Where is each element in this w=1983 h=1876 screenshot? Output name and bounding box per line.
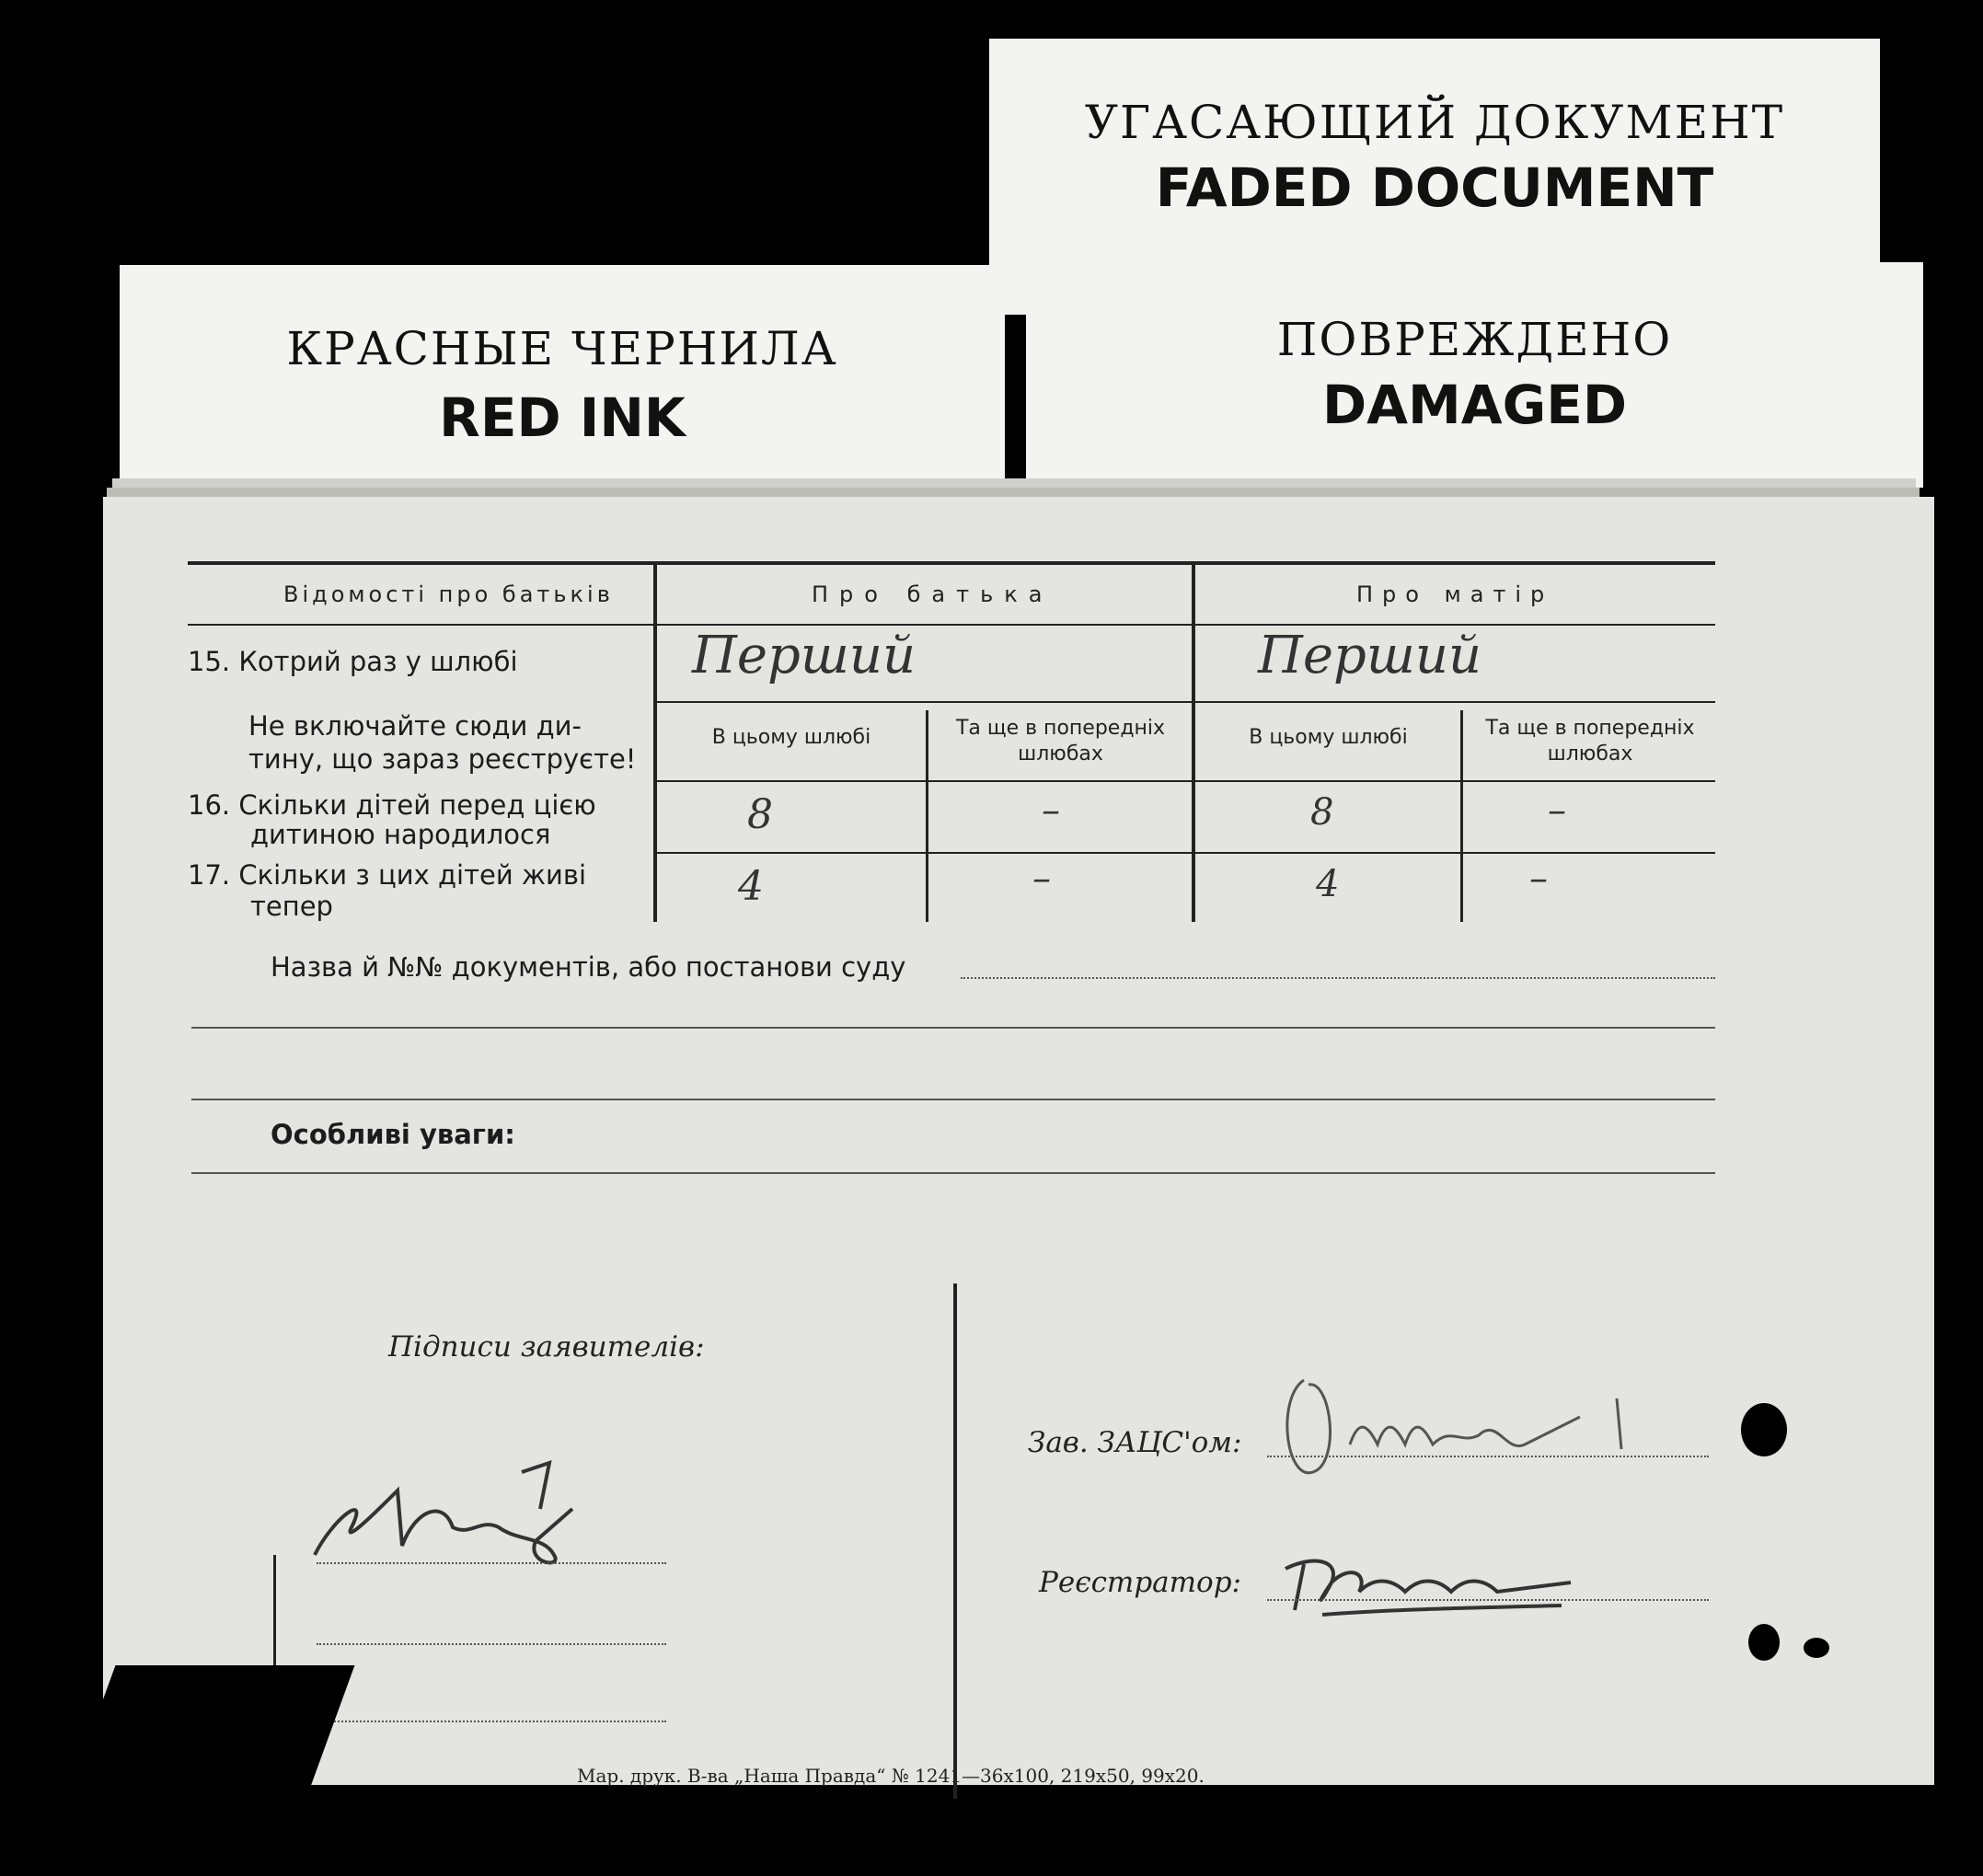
row-16-father-previous: –: [1042, 789, 1060, 832]
row-16-rule: [655, 852, 1715, 854]
documents-line-1: [961, 977, 1715, 979]
row-16-mother-previous: –: [1548, 789, 1566, 832]
signatures-divider: [953, 1283, 957, 1799]
registrar-line: [1267, 1599, 1709, 1601]
zags-head-signature: [1267, 1362, 1672, 1490]
header-about-father: Про батька: [812, 581, 1054, 607]
registration-form-page: [103, 497, 1934, 1785]
header-about-mother: Про матір: [1356, 581, 1554, 607]
row-17-mother-previous: –: [1529, 857, 1548, 900]
father-previous-marriages-header: [929, 716, 1192, 767]
row-17-mother-this: 4: [1316, 863, 1340, 905]
remarks-line: [191, 1172, 1715, 1174]
father-previous-line-2: шлюбах: [1018, 742, 1103, 765]
note-line-1: Не включайте сюди ди-: [248, 710, 582, 742]
documents-label: Назва й №№ документів, або постанови суду: [271, 951, 906, 983]
mother-previous-marriages-header: [1465, 716, 1715, 767]
header-parents-info: Відомості про батьків: [283, 581, 614, 607]
row-15-mother-value: Перший: [1258, 626, 1482, 685]
row-16-father-this: 8: [747, 791, 773, 838]
column-divider-2: [1192, 563, 1195, 922]
red-ink-label-ru: КРАСНЫЕ ЧЕРНИЛА: [286, 322, 838, 375]
mother-previous-line-1: Та ще в попередніх: [1485, 717, 1695, 740]
torn-corner: [69, 1665, 355, 1794]
registrar-signature: [1267, 1527, 1617, 1629]
faded-label-en: FADED DOCUMENT: [1155, 156, 1714, 219]
mother-this-marriage-header: В цьому шлюбі: [1249, 726, 1408, 749]
zags-head-label: Зав. ЗАЦС'ом:: [1028, 1426, 1242, 1459]
row-16-label-line-2: дитиною народилося: [250, 819, 551, 850]
mother-previous-line-2: шлюбах: [1547, 742, 1633, 765]
note-line-2: тину, що зараз реєструєте!: [248, 743, 637, 775]
header-rule: [188, 624, 1715, 626]
damaged-label-en: DAMAGED: [1321, 374, 1627, 436]
damage-hole-3: [1804, 1638, 1829, 1658]
signature-line-3: [317, 1721, 666, 1722]
damaged-tab: [1026, 262, 1923, 488]
row-15-label: 15. Котрий раз у шлюбі: [188, 646, 518, 677]
column-divider-father: [926, 710, 928, 922]
damage-hole-2: [1748, 1624, 1780, 1661]
row-16-mother-this: 8: [1310, 791, 1334, 834]
damaged-label-ru: ПОВРЕЖДЕНО: [1276, 313, 1673, 366]
row-16-label-line-1: 16. Скільки дітей перед цією: [188, 789, 596, 821]
row-15-father-value: Перший: [692, 626, 917, 685]
faded-label-ru: УГАСАЮЩИЙ ДОКУМЕНТ: [1084, 96, 1785, 149]
row-17-label-line-1: 17. Скільки з цих дітей живі: [188, 859, 587, 891]
signature-line-1: [317, 1562, 666, 1564]
zags-head-line: [1267, 1456, 1709, 1457]
father-previous-line-1: Та ще в попередніх: [955, 717, 1166, 740]
documents-line-2: [191, 1027, 1715, 1029]
printer-footer: Мар. друк. В-ва „Наша Правда“ № 1241—36х100, 219х50, 99х20.: [577, 1765, 1205, 1787]
row-17-father-previous: –: [1032, 857, 1051, 900]
table-top-rule: [188, 561, 1715, 565]
registrar-label: Реєстратор:: [1039, 1566, 1241, 1599]
subheader-rule: [655, 780, 1715, 782]
father-this-marriage-header: В цьому шлюбі: [711, 726, 871, 749]
row-15-rule: [655, 701, 1715, 703]
remarks-label: Особливі уваги:: [271, 1119, 515, 1150]
red-ink-label-en: RED INK: [439, 386, 686, 449]
signature-line-2: [317, 1643, 666, 1645]
red-ink-tab: [120, 265, 1005, 486]
applicants-signatures-label: Підписи заявителів:: [388, 1330, 705, 1364]
row-17-label-line-2: тепер: [250, 891, 333, 922]
damage-hole-1: [1741, 1403, 1787, 1456]
documents-line-3: [191, 1099, 1715, 1100]
row-17-father-this: 4: [738, 863, 764, 910]
column-divider-mother: [1460, 710, 1463, 922]
